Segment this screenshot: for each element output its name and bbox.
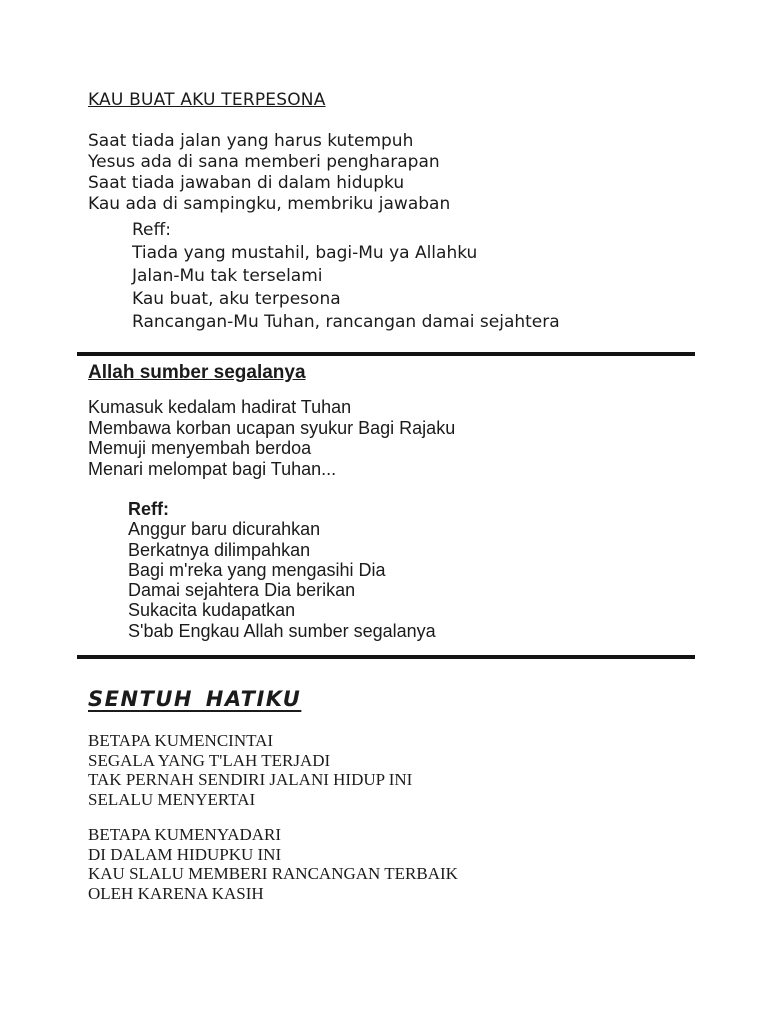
lyric-line: BETAPA KUMENYADARI (88, 825, 282, 844)
song1-reff-block (132, 219, 560, 334)
lyric-line: Kumasuk kedalam hadirat Tuhan (88, 397, 352, 417)
reff-label: Reff: (128, 499, 169, 519)
lyric-line: OLEH KARENA KASIH (88, 883, 264, 903)
lyric-line: Berkatnya dilimpahkan (128, 539, 311, 560)
lyric-line: Menari melompat bagi Tuhan... (88, 458, 337, 479)
lyric-line: Tiada yang mustahil, bagi-Mu ya Allahku (132, 243, 478, 263)
lyric-line: Membawa korban ucapan syukur Bagi Rajaku (88, 417, 456, 438)
song2-verse (88, 397, 455, 479)
lyric-line: Sukacita kudapatkan (128, 600, 296, 621)
lyric-line: TAK PERNAH SENDIRI JALANI HIDUP INI (88, 770, 413, 790)
lyric-line: DI DALAM HIDUPKU INI (88, 844, 282, 864)
lyric-line: Rancangan-Mu Tuhan, rancangan damai sejahtera (132, 312, 560, 332)
song2-reff-block (128, 499, 436, 641)
song-title-kau-buat-aku-terpesona: KAU BUAT AKU TERPESONA (88, 90, 326, 110)
lyric-line: S'bab Engkau Allah sumber segalanya (128, 620, 436, 641)
song3-stanza2 (88, 825, 458, 903)
lyric-line: BETAPA KUMENCINTAI (88, 731, 274, 750)
song1-verse (88, 131, 450, 215)
lyric-line: SEGALA YANG T'LAH TERJADI (88, 750, 331, 770)
lyric-line: Saat tiada jalan yang harus kutempuh (88, 131, 414, 151)
lyric-line: Kau buat, aku terpesona (132, 289, 341, 309)
song-title-sentuh-hatiku: SENTUH HATIKU (88, 687, 302, 711)
section-divider (77, 352, 695, 356)
lyric-line: Memuji menyembah berdoa (88, 438, 312, 458)
lyric-line: Yesus ada di sana memberi pengharapan (88, 152, 440, 172)
lyric-line: Bagi m'reka yang mengasihi Dia (128, 559, 386, 580)
lyric-line: Anggur baru dicurahkan (128, 519, 321, 540)
reff-label: Reff: (132, 220, 171, 240)
song3-stanza1 (88, 731, 412, 809)
lyric-line: Jalan-Mu tak terselami (132, 266, 323, 286)
lyric-line: Damai sejahtera Dia berikan (128, 580, 356, 601)
lyric-line: SELALU MENYERTAI (88, 789, 256, 809)
lyric-line: Kau ada di sampingku, membriku jawaban (88, 194, 451, 214)
lyric-line: Saat tiada jawaban di dalam hidupku (88, 173, 405, 193)
song-title-allah-sumber-segalanya: Allah sumber segalanya (88, 362, 306, 383)
lyric-line: KAU SLALU MEMBERI RANCANGAN TERBAIK (88, 864, 458, 884)
section-divider (77, 655, 695, 659)
